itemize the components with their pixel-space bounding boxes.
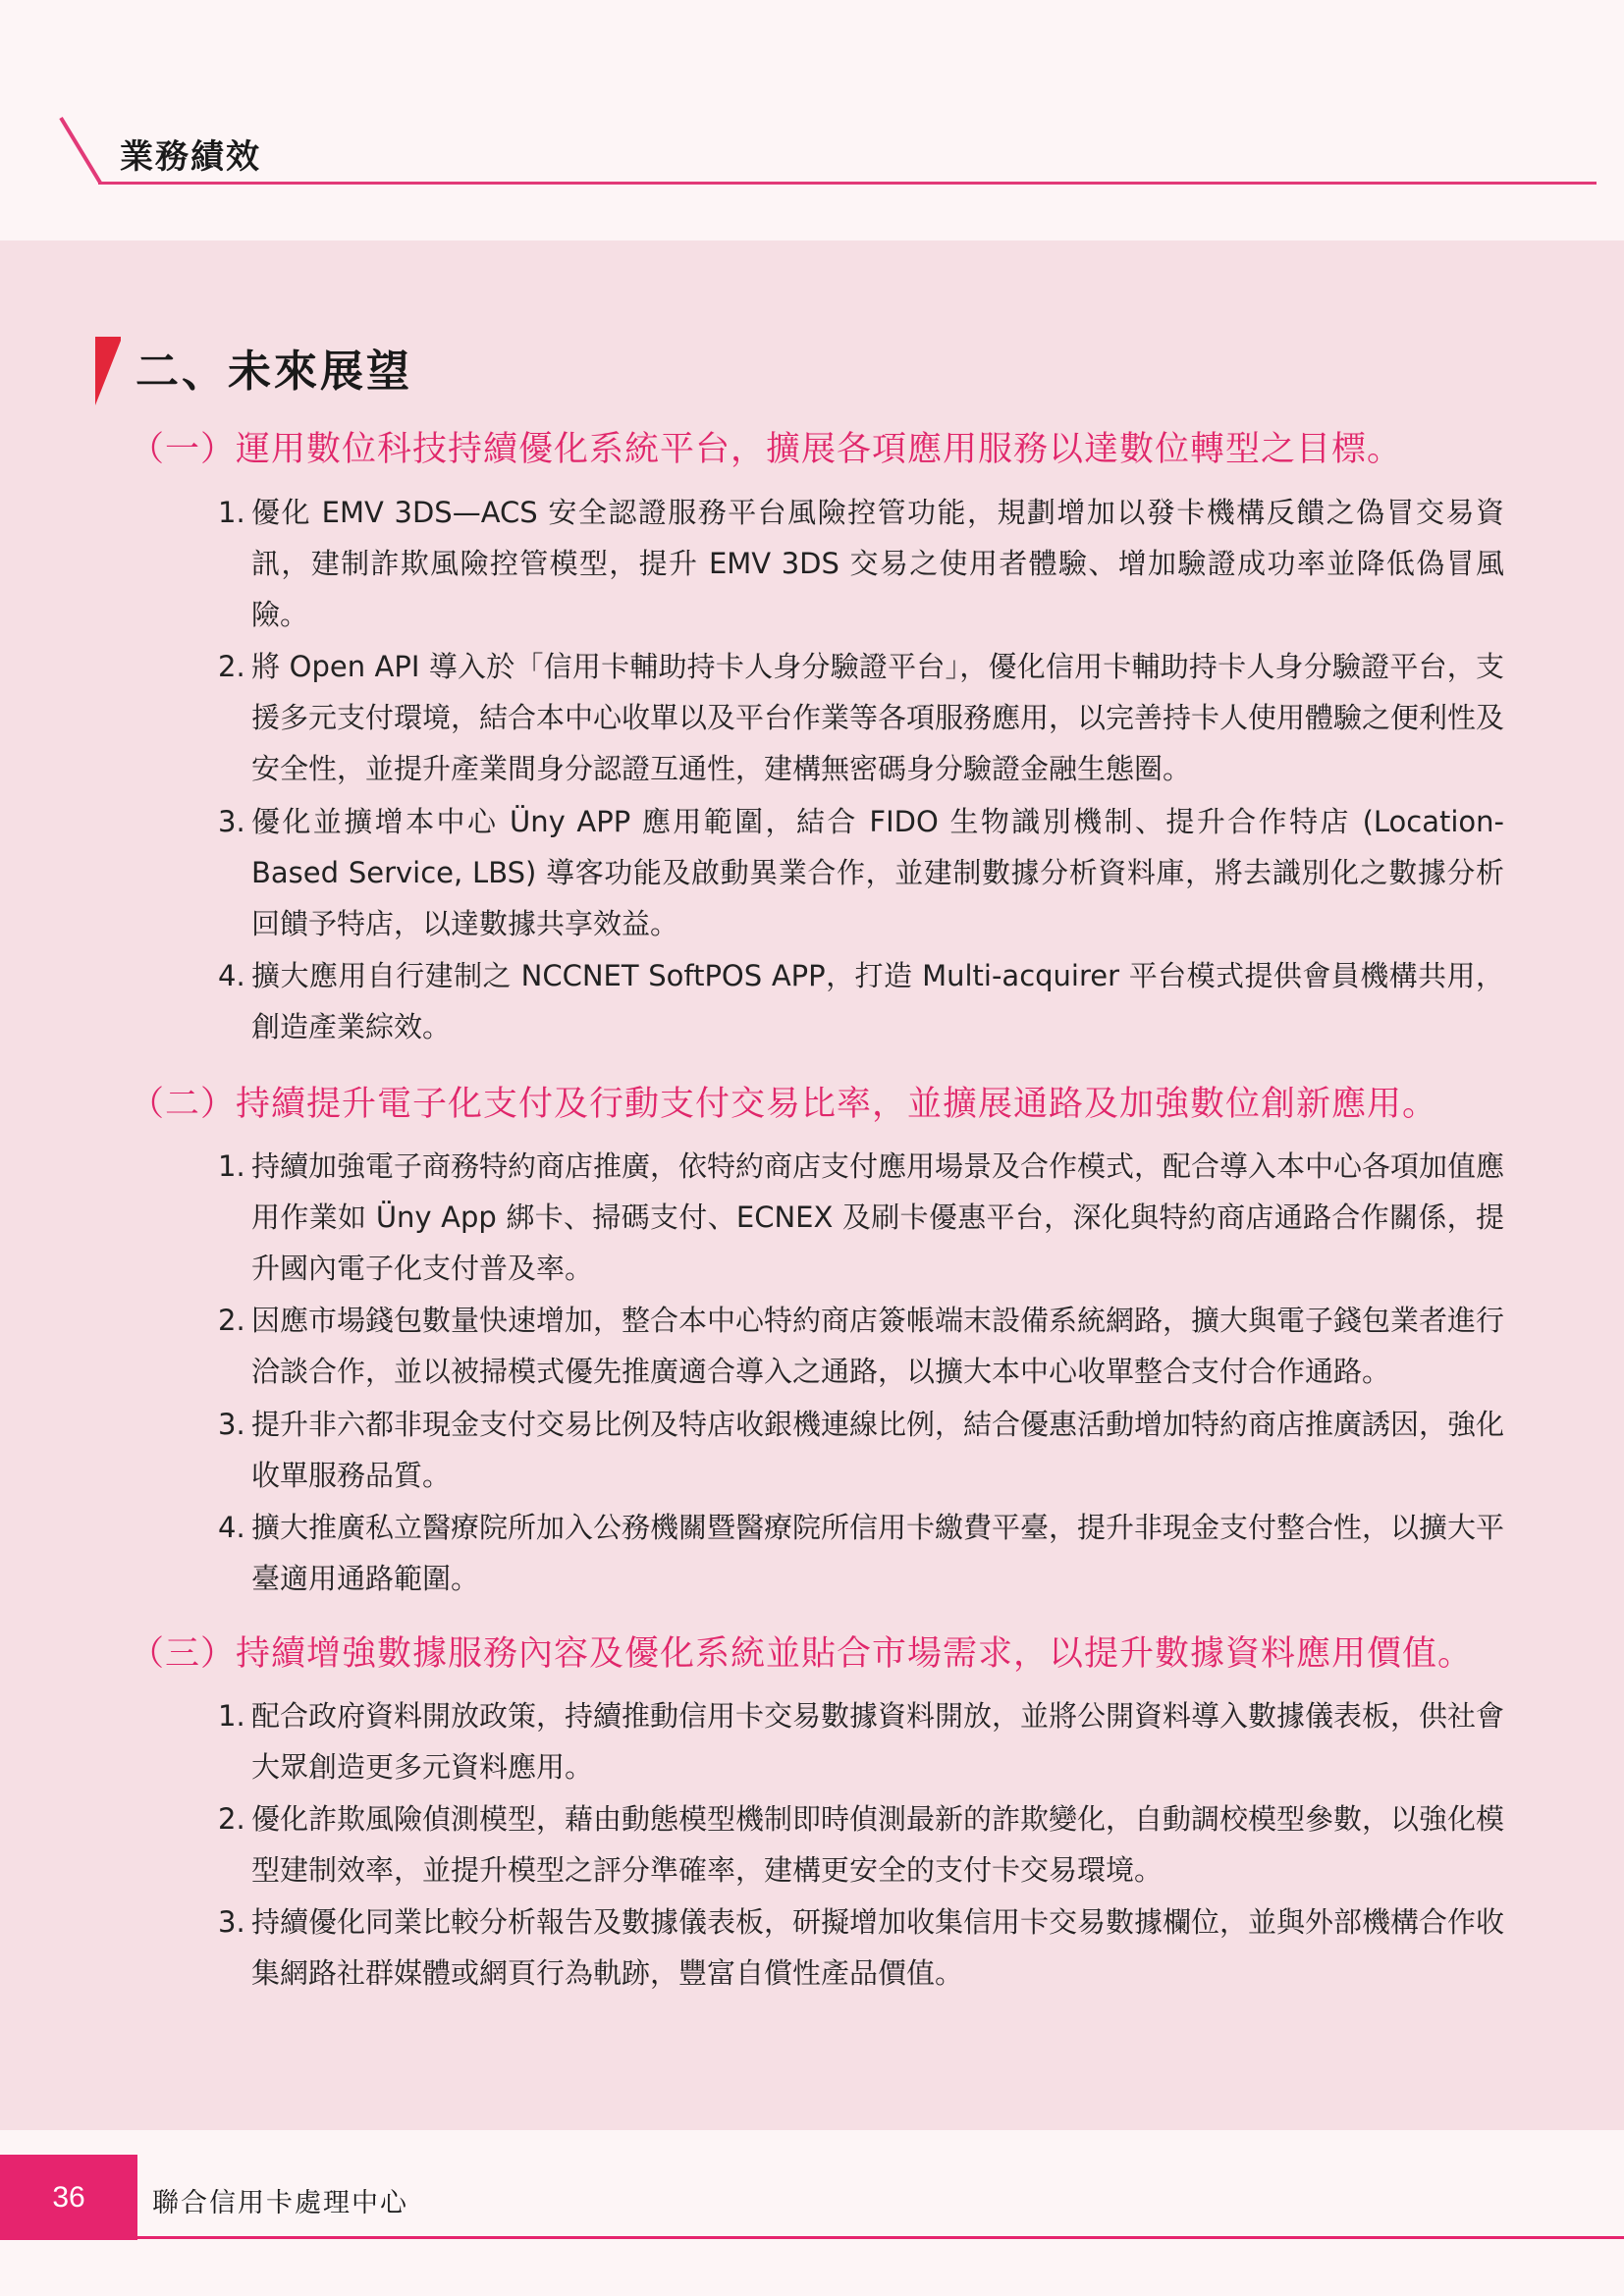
- header-slash-icon: [57, 116, 106, 187]
- list-item-number: 1.: [218, 1149, 245, 1183]
- list-item: [218, 1690, 1504, 1792]
- list-item: [218, 1502, 1504, 1604]
- list-item-text: 優化並擴增本中心 Üny APP 應用範圍，結合 FIDO 生物識別機制、提升合作特店 (Location-Based Service, LBS) 導客功能及啟動異業合作，並建制數據分析資料庫，將去識別化之數據分析回饋予特店，以達數據共享效益。: [251, 805, 1504, 940]
- list-item: [218, 487, 1504, 640]
- footer-rule: [137, 2236, 1624, 2239]
- list-item: [218, 641, 1504, 794]
- list-item-number: 1.: [218, 1699, 245, 1733]
- section-title: 二、未來展望: [135, 347, 412, 397]
- list-item-number: 3.: [218, 805, 245, 838]
- list-item-text: 將 Open API 導入於「信用卡輔助持卡人身分驗證平台」，優化信用卡輔助持卡人身分驗證平台，支援多元支付環境，結合本中心收單以及平台作業等各項服務應用，以完善持卡人使用體驗之便利性及安全性，並提升產業間身分認證互通性，建構無密碼身分驗證金融生態圈。: [251, 650, 1505, 785]
- list-item: [218, 950, 1504, 1052]
- list-item-text: 優化詐欺風險偵測模型，藉由動態模型機制即時偵測最新的詐欺變化，自動調校模型參數，以強化模型建制效率，並提升模型之評分準確率，建構更安全的支付卡交易環境。: [251, 1802, 1505, 1887]
- list-item-number: 1.: [218, 496, 245, 529]
- list-item-number: 2.: [218, 650, 245, 683]
- header-rule: [98, 182, 1597, 185]
- list-item: [218, 1399, 1504, 1501]
- list-item: [218, 1141, 1504, 1294]
- footer-org-name: 聯合信用卡處理中心: [152, 2188, 408, 2218]
- list-item-text: 持續加強電子商務特約商店推廣，依特約商店支付應用場景及合作模式，配合導入本中心各項加值應用作業如 Üny App 綁卡、掃碼支付、ECNEX 及刷卡優惠平台，深化與特約商店通路合作關係，提升國內電子化支付普及率。: [251, 1149, 1505, 1285]
- subsection-heading-1: （一）運用數位科技持續優化系統平台，擴展各項應用服務以達數位轉型之目標。: [130, 430, 1403, 469]
- list-item-number: 3.: [218, 1905, 245, 1939]
- subsection-heading-2: （二）持續提升電子化支付及行動支付交易比率，並擴展通路及加強數位創新應用。: [130, 1085, 1438, 1124]
- list-item: [218, 1896, 1504, 1999]
- list-item-number: 4.: [218, 959, 245, 992]
- list-item-text: 優化 EMV 3DS—ACS 安全認證服務平台風險控管功能，規劃增加以發卡機構反饋之偽冒交易資訊，建制詐欺風險控管模型，提升 EMV 3DS 交易之使用者體驗、增加驗證成功率並降低偽冒風險。: [251, 496, 1504, 631]
- list-item-number: 4.: [218, 1511, 245, 1544]
- list-item-number: 2.: [218, 1802, 245, 1836]
- list-item-text: 持續優化同業比較分析報告及數據儀表板，研擬增加收集信用卡交易數據欄位，並與外部機構合作收集網路社群媒體或網頁行為軌跡，豐富自償性產品價值。: [251, 1905, 1505, 1990]
- page-header: [0, 0, 1624, 240]
- section-marker-icon: [91, 337, 123, 405]
- list-item-text: 提升非六都非現金支付交易比例及特店收銀機連線比例，結合優惠活動增加特約商店推廣誘因，強化收單服務品質。: [251, 1408, 1505, 1492]
- list-item: [218, 1295, 1504, 1397]
- page-number: 36: [52, 2181, 85, 2214]
- list-item: [218, 1793, 1504, 1896]
- list-item-text: 因應市場錢包數量快速增加，整合本中心特約商店簽帳端末設備系統網路，擴大與電子錢包業者進行洽談合作，並以被掃模式優先推廣適合導入之通路，以擴大本中心收單整合支付合作通路。: [251, 1304, 1505, 1388]
- list-item-number: 2.: [218, 1304, 245, 1337]
- header-title: 業務績效: [120, 137, 261, 177]
- list-item-text: 擴大推廣私立醫療院所加入公務機關暨醫療院所信用卡繳費平臺，提升非現金支付整合性，以擴大平臺適用通路範圍。: [251, 1511, 1505, 1595]
- list-item-number: 3.: [218, 1408, 245, 1441]
- list-item-text: 擴大應用自行建制之 NCCNET SoftPOS APP，打造 Multi-acquirer 平台模式提供會員機構共用，創造產業綜效。: [251, 959, 1504, 1043]
- list-item: [218, 796, 1504, 949]
- list-item-text: 配合政府資料開放政策，持續推動信用卡交易數據資料開放，並將公開資料導入數據儀表板，供社會大眾創造更多元資料應用。: [251, 1699, 1505, 1784]
- subsection-heading-3: （三）持續增強數據服務內容及優化系統並貼合市場需求，以提升數據資料應用價值。: [130, 1634, 1474, 1674]
